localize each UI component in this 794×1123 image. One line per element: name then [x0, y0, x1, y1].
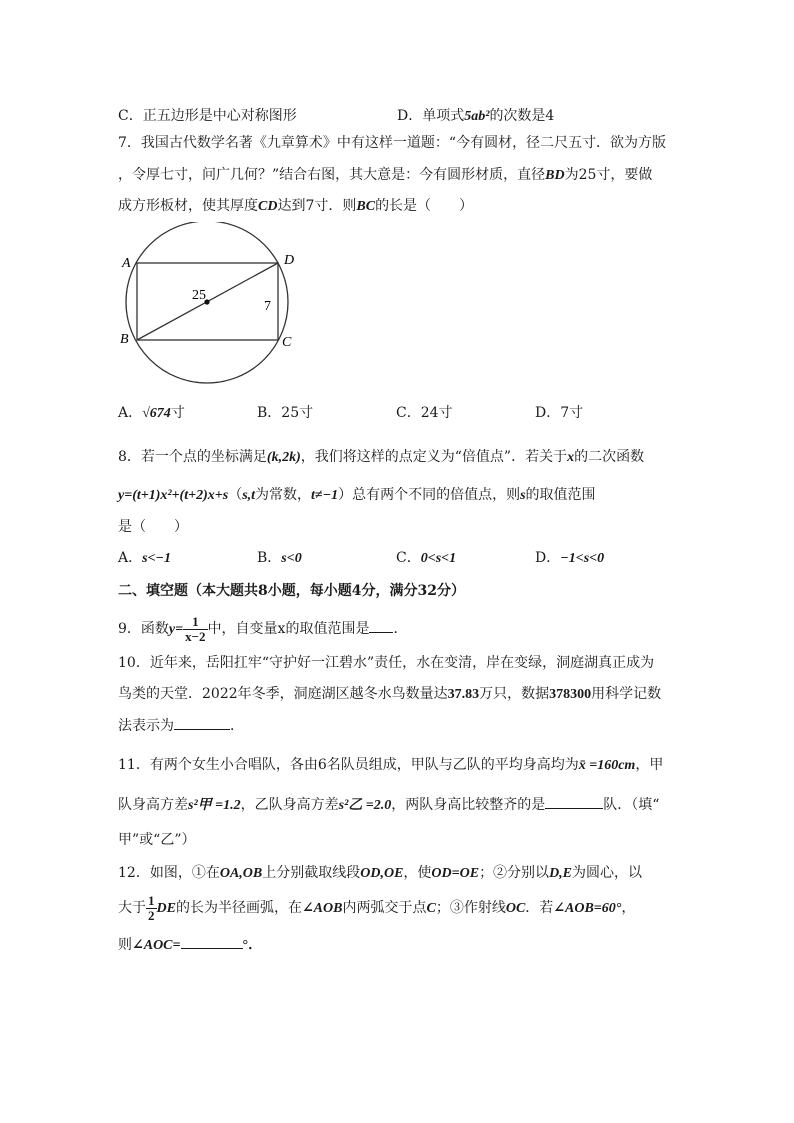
math-expr: D,E [549, 866, 573, 881]
q12-text: 的长为半径画弧，在 [175, 900, 302, 916]
fraction-numerator: 1 [183, 615, 207, 630]
label-b: B [120, 332, 129, 347]
q10-line-3 [118, 716, 244, 736]
q10-text: ． [230, 718, 244, 734]
q7-text: ，令厚七寸，问广几何？”结合右图，其大意是：今有圆形材质，直径 [118, 167, 546, 183]
q12-text: 为圆心，以 [572, 865, 643, 881]
q8-option-b [257, 548, 302, 569]
option-text: 正五边形是中心对称图形 [142, 108, 297, 124]
q11-text: 甲”或“乙”） [118, 832, 196, 848]
q10-line-2 [118, 684, 661, 705]
math-expr: 37.83 [447, 687, 480, 702]
math-expr: BC [356, 199, 376, 214]
math-expr: OD=OE [431, 866, 480, 881]
option-label: C． [118, 108, 143, 124]
math-expr: ∠AOB=60° [553, 901, 622, 916]
option-unit: 寸 [170, 405, 185, 421]
math-expr: x̄ =160cm [578, 758, 636, 773]
math-expr: 378300 [549, 687, 592, 702]
math-expr: s [520, 488, 526, 503]
q9-text: 中，自变量x的取值范围是 [207, 621, 370, 637]
q8-text: 是（ ） [118, 519, 188, 535]
math-expr: x [567, 450, 575, 465]
option-label: A． [118, 550, 143, 566]
q9-line [118, 612, 407, 647]
q12-text: ， [621, 900, 636, 916]
q7-option-d [535, 403, 583, 423]
option-text: 的次数是4 [489, 108, 555, 124]
q7-option-a [118, 403, 185, 424]
q8-text: ，我们将这样的点定义为“倍值点”．若关于 [300, 449, 568, 465]
q8-text: （ [228, 487, 243, 503]
answer-blank[interactable] [174, 717, 230, 730]
q11-text: ，甲 [635, 757, 664, 773]
q8-option-a [118, 548, 171, 569]
fraction [146, 894, 157, 923]
q11-text: 队身高方差 [118, 797, 188, 813]
fraction-denominator: 2 [148, 907, 155, 923]
q8-line-2 [118, 485, 596, 506]
answer-blank[interactable] [545, 796, 603, 809]
math-expr: ∠AOB [301, 901, 343, 916]
q11-text: ，乙队身高方差 [240, 797, 339, 813]
q12-text: °． [242, 938, 263, 953]
q8-line-3 [118, 517, 188, 537]
option-value: s<−1 [142, 551, 172, 566]
q7-option-c [396, 403, 453, 423]
q7-text: 达到7寸．则 [277, 198, 357, 214]
math-expr: C [426, 901, 436, 916]
option-value: 7寸 [560, 405, 584, 421]
q12-text: 则 [118, 937, 132, 953]
answer-blank[interactable] [369, 620, 393, 633]
q7-option-b [257, 403, 313, 423]
q12-text: 内两弧交于点 [342, 900, 427, 916]
q10-text: 用科学记数 [591, 686, 662, 702]
math-expr: y= [168, 622, 184, 637]
q7-text: 7．我国古代数学名著《九章算术》中有这样一道题：“今有圆材，径二尺五寸．欲为方版 [118, 135, 667, 151]
option-label: C． [396, 405, 421, 421]
q10-line-1 [118, 653, 654, 673]
q8-text: ）总有两个不同的倍值点，则 [338, 487, 521, 503]
q6-option-c [118, 106, 297, 126]
math-expr: BD [545, 168, 565, 183]
q8-text: 8．若一个点的坐标满足 [118, 449, 267, 465]
q12-text: ．若 [525, 900, 554, 916]
q7-line-2 [118, 165, 652, 186]
fraction-denominator: x−2 [185, 628, 206, 644]
q12-text: 12．如图，①在 [118, 865, 220, 881]
math-expr: 5ab² [464, 109, 490, 124]
math-expr: s²乙 =2.0 [338, 798, 392, 813]
label-a: A [122, 256, 131, 271]
math-expr: DE [156, 901, 176, 916]
q8-text: 的取值范围 [525, 487, 596, 503]
q7-line-1 [118, 133, 666, 153]
label-7: 7 [264, 299, 271, 314]
option-value: 0<s<1 [420, 551, 457, 566]
q11-line-2 [118, 795, 659, 816]
q12-line-2 [118, 891, 635, 926]
option-label: B． [257, 550, 282, 566]
option-label: D． [535, 405, 561, 421]
q7-text: 的长是（ ） [375, 198, 474, 214]
q11-text: 队．（填“ [603, 797, 660, 813]
q8-text: 的二次函数 [574, 449, 645, 465]
q12-line-1 [118, 863, 642, 884]
fraction [183, 615, 207, 644]
q6-option-d [397, 106, 554, 127]
math-expr: y=(t+1)x²+(t+2)x+s [118, 488, 229, 503]
option-value: √674 [142, 406, 171, 421]
q10-text: 10．近年来，岳阳扛牢“守护好一江碧水”责任，水在变清，岸在变绿，洞庭湖真正成为 [118, 655, 655, 671]
q12-line-3 [118, 935, 262, 956]
option-value: 25寸 [281, 405, 314, 421]
q7-text: 成方形板材，使其厚度 [118, 198, 258, 214]
label-c: C [282, 335, 292, 350]
math-expr: (k,2k) [266, 450, 301, 465]
q11-text: ，两队身高比较整齐的是 [391, 797, 546, 813]
label-d: D [284, 253, 295, 268]
math-expr: s,t [242, 488, 256, 503]
q8-text: 为常数， [255, 487, 312, 503]
math-expr: ∠AOC= [132, 938, 181, 953]
math-expr: OC [505, 901, 526, 916]
q10-text: 鸟类的天堂．2022年冬季，洞庭湖区越冬水鸟数量达 [118, 686, 448, 702]
q11-line-1 [118, 755, 663, 776]
q8-line-1 [118, 447, 644, 468]
section-heading: 二、填空题（本大题共8小题，每小题4分，满分32分） [118, 583, 465, 599]
math-expr: t≠−1 [311, 488, 339, 503]
option-label: D． [535, 550, 561, 566]
q10-text: 万只，数据 [479, 686, 550, 702]
circle-rectangle-figure [118, 222, 308, 392]
q8-option-c [396, 548, 456, 569]
option-label: B． [257, 405, 282, 421]
math-expr: CD [258, 199, 278, 214]
option-value: 24寸 [420, 405, 453, 421]
q8-option-d [535, 548, 604, 569]
label-25: 25 [192, 288, 206, 303]
option-label: C． [396, 550, 421, 566]
option-text: 单项式 [422, 108, 465, 124]
option-label: D． [397, 108, 423, 124]
math-expr: s²甲 =1.2 [188, 798, 241, 813]
q12-text: ，使 [403, 865, 432, 881]
q12-text: ；②分别以 [479, 865, 550, 881]
answer-blank[interactable] [181, 936, 243, 949]
q11-text: 11．有两个女生小合唱队，各由6名队员组成，甲队与乙队的平均身高均为 [118, 757, 579, 773]
q11-line-3 [118, 830, 195, 850]
option-value: s<0 [281, 551, 302, 566]
math-expr: OD,OE [360, 866, 404, 881]
q9-text: 9．函数 [118, 621, 169, 637]
fraction-numerator: 1 [148, 892, 155, 908]
math-expr: OA,OB [219, 866, 263, 881]
q10-text: 法表示为 [118, 718, 174, 734]
q7-line-3 [118, 196, 473, 217]
q12-text: 上分别截取线段 [262, 865, 361, 881]
option-value: −1<s<0 [560, 551, 605, 566]
q12-text: 大于 [118, 900, 146, 916]
option-label: A． [118, 405, 143, 421]
q7-text: 为25寸，要做 [564, 167, 653, 183]
q9-text: ． [393, 621, 408, 637]
q12-text: ；③作射线 [435, 900, 506, 916]
